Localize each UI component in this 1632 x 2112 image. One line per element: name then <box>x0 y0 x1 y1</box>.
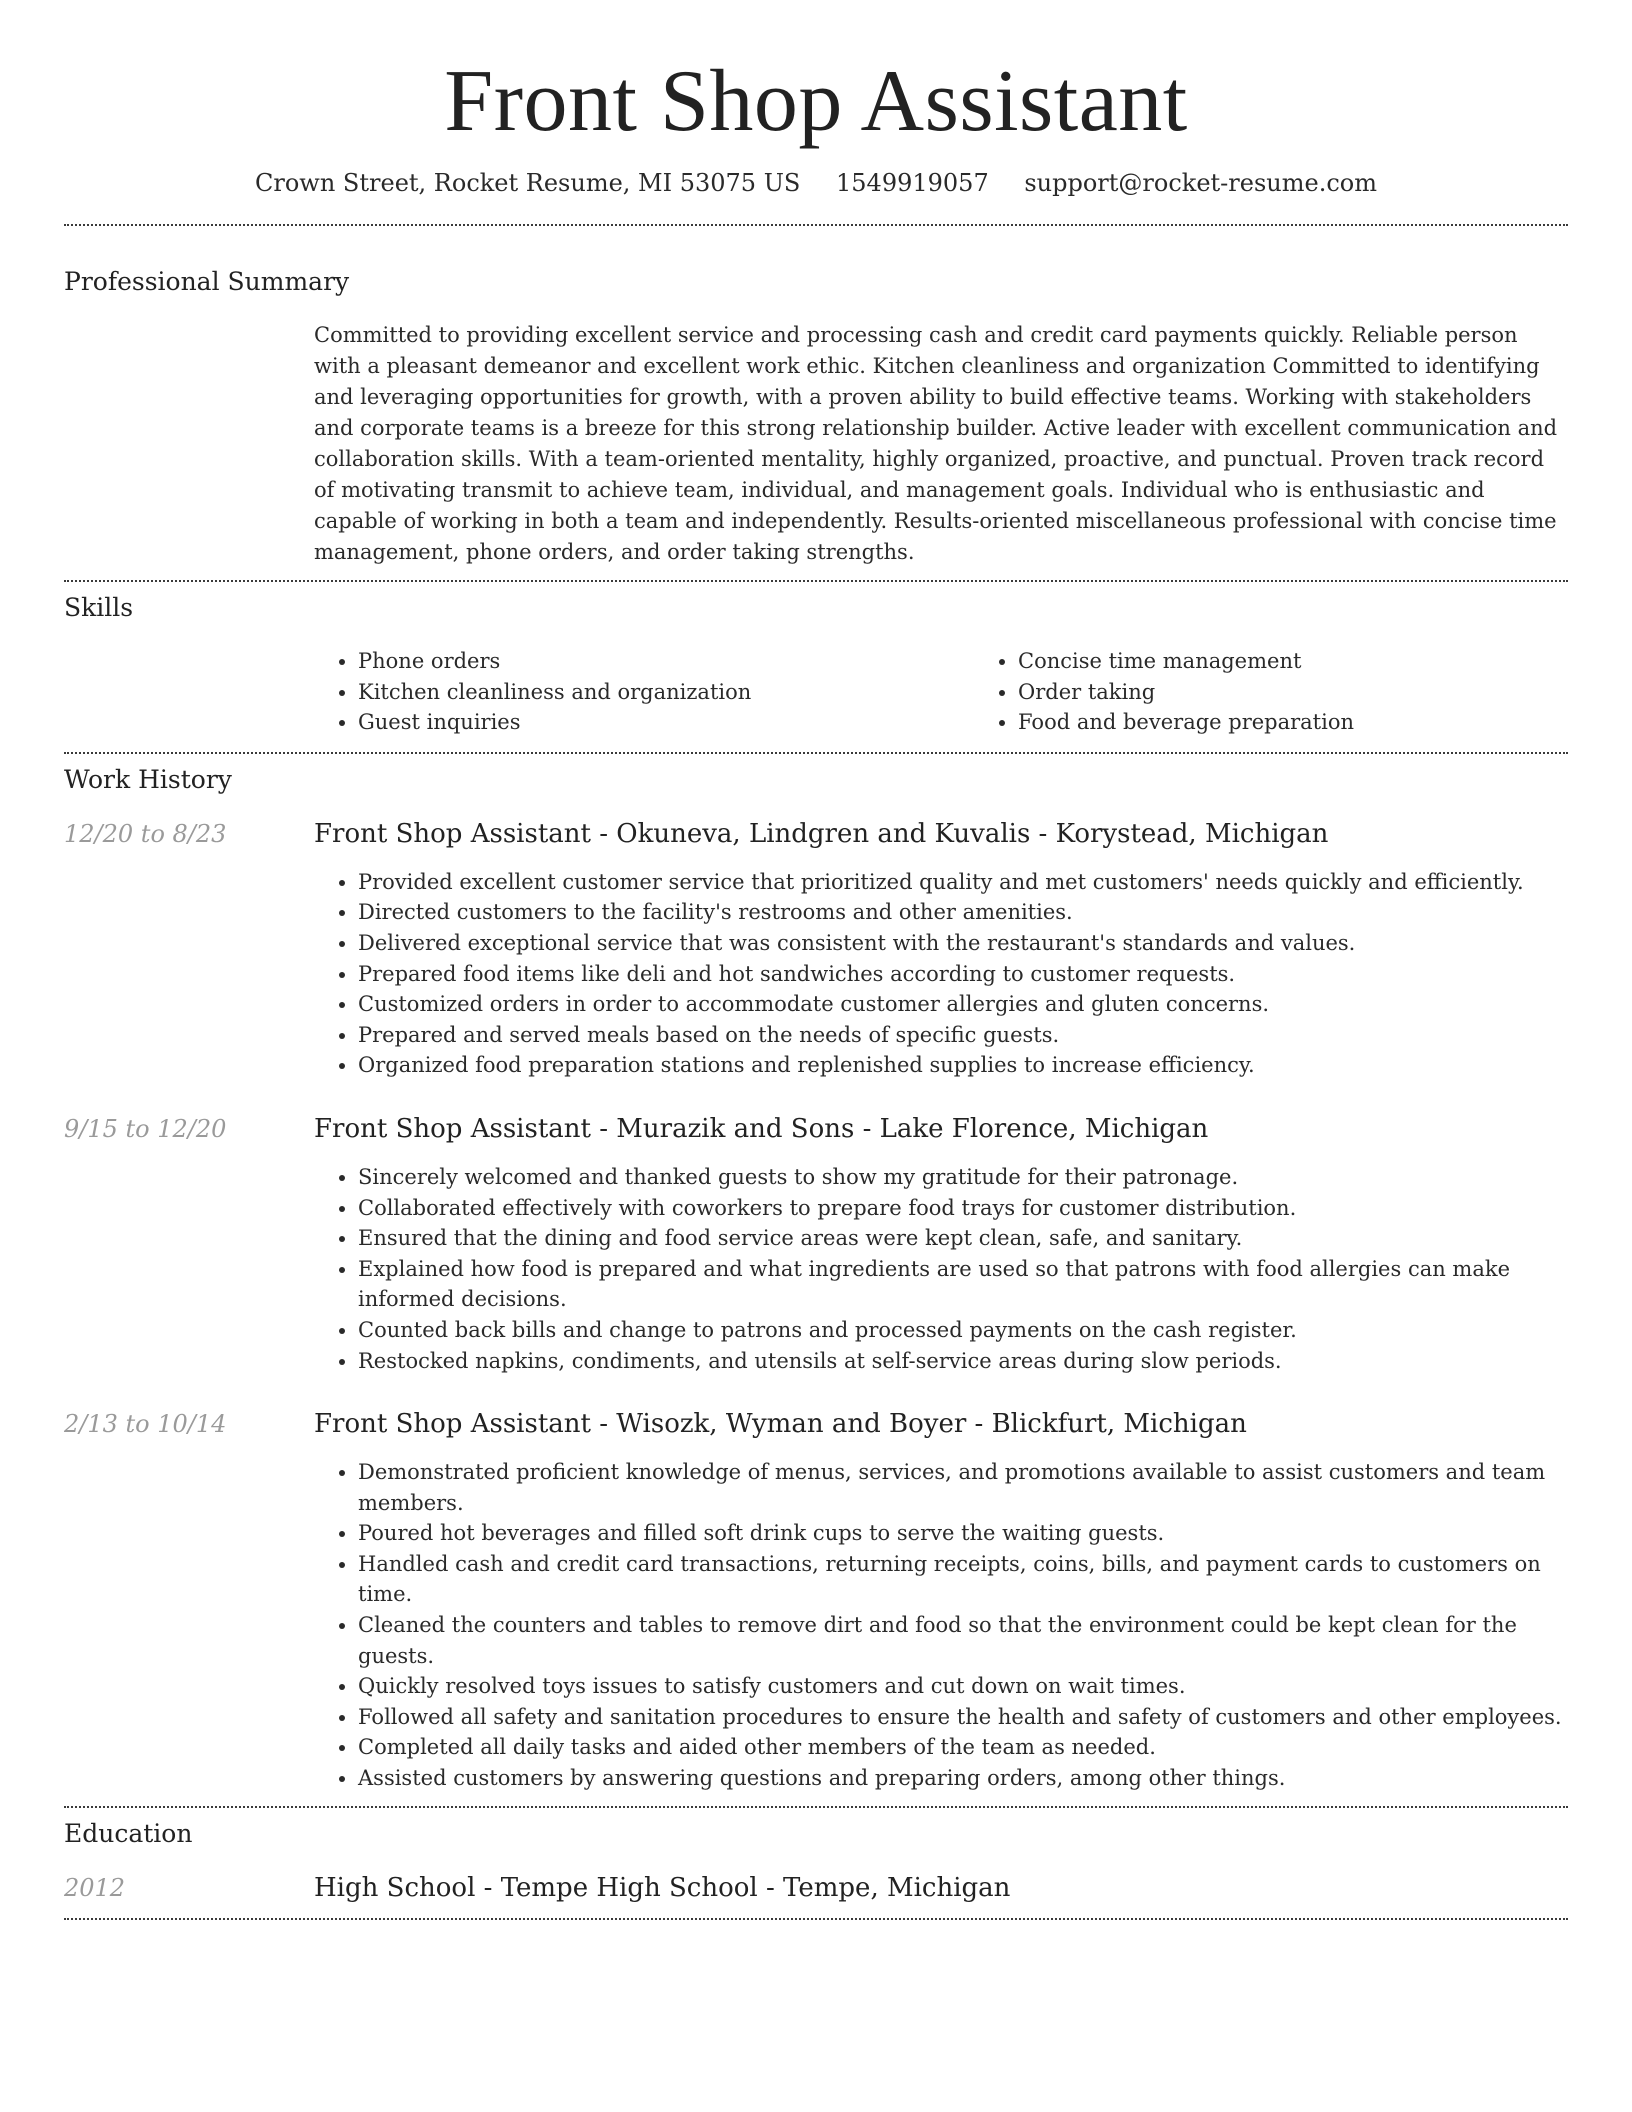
job-bullet: • Prepared and served meals based on the needs of specific guests. <box>358 1020 1568 1051</box>
education-section <box>64 1818 1568 1904</box>
job-bullet: • Completed all daily tasks and aided other members of the team as needed. <box>358 1732 1568 1763</box>
divider <box>64 752 1568 754</box>
work-history-section <box>64 764 1568 1794</box>
job-entry <box>64 1113 1568 1376</box>
job-bullets <box>314 1457 1568 1794</box>
job-bullet: • Followed all safety and sanitation procedures to ensure the health and safety of customers and other employees. <box>358 1702 1568 1733</box>
skills-title: Skills <box>64 593 134 622</box>
skills-section <box>64 592 1568 738</box>
contact-phone: 1549919057 <box>836 169 989 197</box>
job-bullet: • Organized food preparation stations and replenished supplies to increase efficiency. <box>358 1050 1568 1081</box>
job-dates: 12/20 to 8/23 <box>64 819 227 848</box>
job-dates: 9/15 to 12/20 <box>64 1114 227 1143</box>
job-bullets <box>314 867 1568 1081</box>
education-heading: High School - Tempe High School - Tempe, Michigan <box>314 1872 1011 1903</box>
divider <box>64 224 1568 226</box>
contact-address: Crown Street, Rocket Resume, MI 53075 US <box>255 169 801 197</box>
job-bullet: • Provided excellent customer service that prioritized quality and met customers' needs quickly and efficiently. <box>358 867 1568 898</box>
skill-item: • Food and beverage preparation <box>1018 707 1632 738</box>
divider <box>64 580 1568 582</box>
skill-item: • Concise time management <box>1018 646 1632 677</box>
summary-section <box>64 266 1568 568</box>
job-heading: Front Shop Assistant - Murazik and Sons - Lake Florence, Michigan <box>314 1113 1209 1144</box>
resume-page <box>64 0 1568 1920</box>
job-bullet: • Assisted customers by answering questions and preparing orders, among other things. <box>358 1763 1568 1794</box>
divider <box>64 1918 1568 1920</box>
skill-item: • Order taking <box>1018 677 1632 708</box>
skill-item: • Kitchen cleanliness and organization <box>358 677 974 708</box>
education-year: 2012 <box>64 1873 126 1902</box>
job-heading: Front Shop Assistant - Wisozk, Wyman and Boyer - Blickfurt, Michigan <box>314 1409 1247 1440</box>
job-bullet: • Explained how food is prepared and what ingredients are used so that patrons with food allergies can make informed decisions. <box>358 1254 1568 1315</box>
skill-item: • Guest inquiries <box>358 707 974 738</box>
education-title: Education <box>64 1818 193 1848</box>
contact-line <box>64 168 1568 198</box>
job-bullet: • Customized orders in order to accommodate customer allergies and gluten concerns. <box>358 989 1568 1020</box>
job-bullet: • Prepared food items like deli and hot sandwiches according to customer requests. <box>358 959 1568 990</box>
contact-email: support@rocket-resume.com <box>1024 169 1377 197</box>
job-bullet: • Ensured that the dining and food service areas were kept clean, safe, and sanitary. <box>358 1223 1568 1254</box>
job-bullet: • Sincerely welcomed and thanked guests to show my gratitude for their patronage. <box>358 1162 1568 1193</box>
divider <box>64 1806 1568 1808</box>
skills-list <box>314 646 1632 738</box>
job-bullet: • Delivered exceptional service that was consistent with the restaurant's standards and values. <box>358 928 1568 959</box>
job-bullet: • Handled cash and credit card transactions, returning receipts, coins, bills, and payment cards to customers on time. <box>358 1549 1568 1610</box>
job-bullet: • Quickly resolved toys issues to satisfy customers and cut down on wait times. <box>358 1671 1568 1702</box>
job-bullet: • Directed customers to the facility's restrooms and other amenities. <box>358 897 1568 928</box>
job-bullet: • Collaborated effectively with coworkers to prepare food trays for customer distribution. <box>358 1193 1568 1224</box>
job-dates: 2/13 to 10/14 <box>64 1410 227 1439</box>
skill-item: • Phone orders <box>358 646 974 677</box>
job-bullet: • Demonstrated proficient knowledge of menus, services, and promotions available to assist customers and team members. <box>358 1457 1568 1518</box>
work-history-title: Work History <box>64 764 232 794</box>
summary-text: Committed to providing excellent service and processing cash and credit card payments quickly. Reliable person with a pleasant demeanor and excellent work ethic. Kitchen cleanliness and organization Committed to identifying and leveraging opportunities for growth, with a proven ability to build effective teams. Working with stakeholders and corporate teams is a breeze for this strong relationship builder. Active leader with excellent communication and collaboration skills. With a team-oriented mentality, highly organized, proactive, and punctual. Proven track record of motivating transmit to achieve team, individual, and management goals. Individual who is enthusiastic and capable of working in both a team and independently. Results-oriented miscellaneous professional with concise time management, phone orders, and order taking strengths. <box>314 323 1558 564</box>
job-bullets <box>314 1162 1568 1376</box>
skills-column-right <box>974 646 1632 738</box>
job-entry <box>64 818 1568 1081</box>
job-bullet: • Poured hot beverages and filled soft drink cups to serve the waiting guests. <box>358 1518 1568 1549</box>
job-heading: Front Shop Assistant - Okuneva, Lindgren and Kuvalis - Korystead, Michigan <box>314 818 1329 849</box>
summary-title: Professional Summary <box>64 267 350 296</box>
job-entry <box>64 1408 1568 1794</box>
job-bullet: • Cleaned the counters and tables to remove dirt and food so that the environment could be kept clean for the guests. <box>358 1610 1568 1671</box>
job-bullet: • Restocked napkins, condiments, and utensils at self-service areas during slow periods. <box>358 1346 1568 1377</box>
job-bullet: • Counted back bills and change to patrons and processed payments on the cash register. <box>358 1315 1568 1346</box>
resume-name: Front Shop Assistant <box>444 53 1188 150</box>
skills-column-left <box>314 646 974 738</box>
